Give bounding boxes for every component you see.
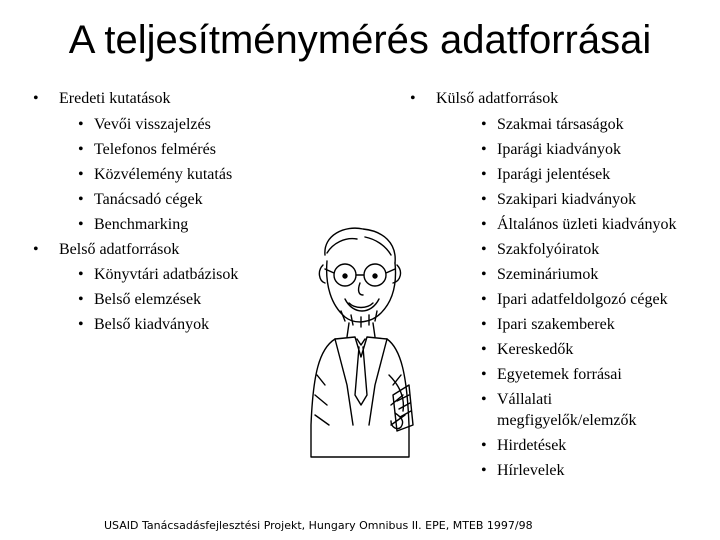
list-item: • Könyvtári adatbázisok [78, 262, 244, 287]
slide-title: A teljesítménymérés adatforrásai [68, 18, 652, 62]
list-item: • Hírlevelek [481, 458, 687, 483]
list-item: • Vállalati megfigyelők/elemzők [481, 387, 687, 433]
list-item: • Tanácsadó cégek [78, 187, 244, 212]
left-column [33, 86, 273, 337]
list-item: • Egyetemek forrásai [481, 362, 687, 387]
list-item: • Szakfolyóiratok [481, 237, 687, 262]
list-item: • Ipari adatfeldolgozó cégek [481, 287, 687, 312]
list-item: • Közvélemény kutatás [78, 162, 244, 187]
list-item: • Szakmai társaságok [481, 112, 687, 137]
section-heading-original-research: • Eredeti kutatások [33, 86, 273, 112]
list-item: • Vevői visszajelzés [78, 112, 244, 137]
list-item: • Belső elemzések [78, 287, 244, 312]
list-item: • Iparági jelentések [481, 162, 687, 187]
list-item: • Telefonos felmérés [78, 137, 244, 162]
list-item: • Szemináriumok [481, 262, 687, 287]
list-item: • Ipari szakemberek [481, 312, 687, 337]
list-item: • Általános üzleti kiadványok [481, 212, 687, 237]
section-heading-internal-sources: • Belső adatforrások [33, 237, 273, 263]
section-heading-external-sources: • Külső adatforrások [410, 86, 710, 112]
professor-caricature-icon [305, 225, 415, 465]
list-item: • Benchmarking [78, 212, 244, 237]
list-item: • Kereskedők [481, 337, 687, 362]
footer-credit: USAID Tanácsadásfejlesztési Projekt, Hungary Omnibus II. EPE, MTEB 1997/98 [104, 519, 533, 532]
list-item: • Belső kiadványok [78, 312, 244, 337]
list-item: • Szakipari kiadványok [481, 187, 687, 212]
list-item: • Hirdetések [481, 433, 687, 458]
right-column [410, 86, 710, 483]
list-item: • Iparági kiadványok [481, 137, 687, 162]
